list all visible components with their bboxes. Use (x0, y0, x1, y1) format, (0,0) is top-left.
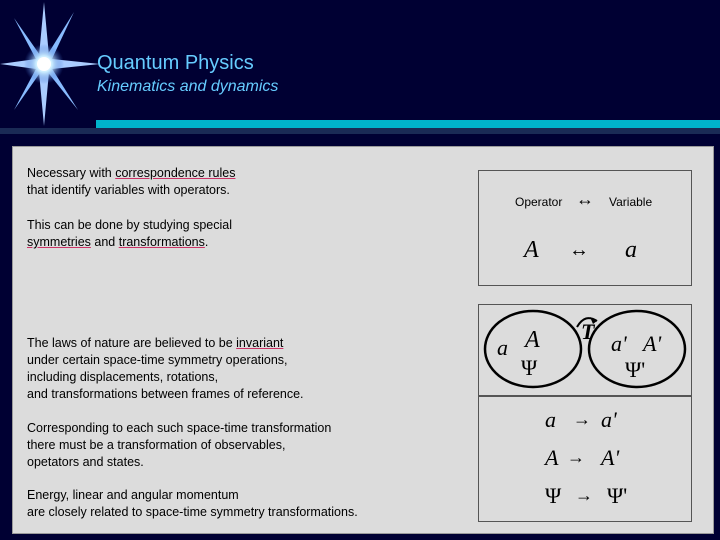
text: and transformations between frames of reference. (27, 387, 304, 401)
right-arrow-icon: → (575, 485, 593, 505)
text: are closely related to space-time symmetry transformations. (27, 505, 358, 519)
map-from: a (545, 407, 556, 432)
text: Corresponding to each such space-time transformation (27, 421, 332, 435)
map-to: a' (601, 407, 617, 432)
mapping-row (545, 445, 665, 475)
paragraph-transformations (27, 420, 331, 471)
accent-bar (96, 120, 720, 128)
operator-symbol: A (524, 237, 539, 263)
double-arrow-icon: ↔ (569, 239, 589, 261)
mapping-row (545, 407, 665, 437)
text: and (90, 235, 119, 249)
text: opetators and states. (27, 455, 144, 469)
map-to: Ψ' (607, 483, 628, 508)
link-symmetries[interactable]: symmetries (27, 235, 91, 249)
text: Energy, linear and angular momentum (27, 488, 239, 502)
link-invariant[interactable]: invariant (236, 336, 284, 350)
paragraph-invariance (27, 335, 304, 403)
symbol-a-prime: a' (611, 331, 627, 356)
paragraph-correspondence (27, 165, 235, 199)
link-correspondence-rules[interactable]: correspondence rules (115, 166, 236, 180)
map-from: A (545, 445, 559, 470)
page-subtitle: Kinematics and dynamics (97, 78, 279, 95)
text: This can be done by studying special (27, 218, 232, 232)
transformation-diagram (478, 304, 692, 396)
text: The laws of nature are believed to be (27, 336, 237, 350)
variable-label: Variable (609, 195, 653, 209)
map-to: A' (601, 445, 620, 470)
starburst-logo-icon (0, 0, 100, 130)
mapping-row (545, 483, 665, 513)
accent-bar-shadow (0, 128, 720, 134)
map-from: Ψ (545, 483, 562, 508)
symbol-A: A (525, 327, 540, 353)
text: under certain space-time symmetry operations, (27, 353, 288, 367)
paragraph-momentum (27, 487, 358, 521)
text: that identify variables with operators. (27, 183, 230, 197)
right-arrow-icon: → (573, 409, 591, 429)
text: there must be a transformation of observables, (27, 438, 286, 452)
transform-T-label: T (581, 319, 595, 344)
text: Necessary with (27, 166, 116, 180)
variable-symbol: a (625, 237, 637, 263)
text: . (204, 235, 209, 249)
operator-label: Operator (515, 195, 563, 209)
text: including displacements, rotations, (27, 370, 219, 384)
symbol-a: a (497, 335, 508, 360)
symbol-psi: Ψ (521, 355, 538, 380)
correspondence-box (478, 170, 692, 286)
mapping-box (478, 396, 692, 522)
right-arrow-icon: → (567, 447, 585, 467)
double-arrow-icon: ↔ (576, 189, 594, 209)
link-transformations[interactable]: transformations (118, 235, 205, 249)
symbol-A-prime: A' (643, 331, 662, 356)
symbol-psi-prime: Ψ' (625, 357, 646, 382)
paragraph-symmetries (27, 217, 232, 251)
page-title: Quantum Physics (97, 52, 254, 74)
